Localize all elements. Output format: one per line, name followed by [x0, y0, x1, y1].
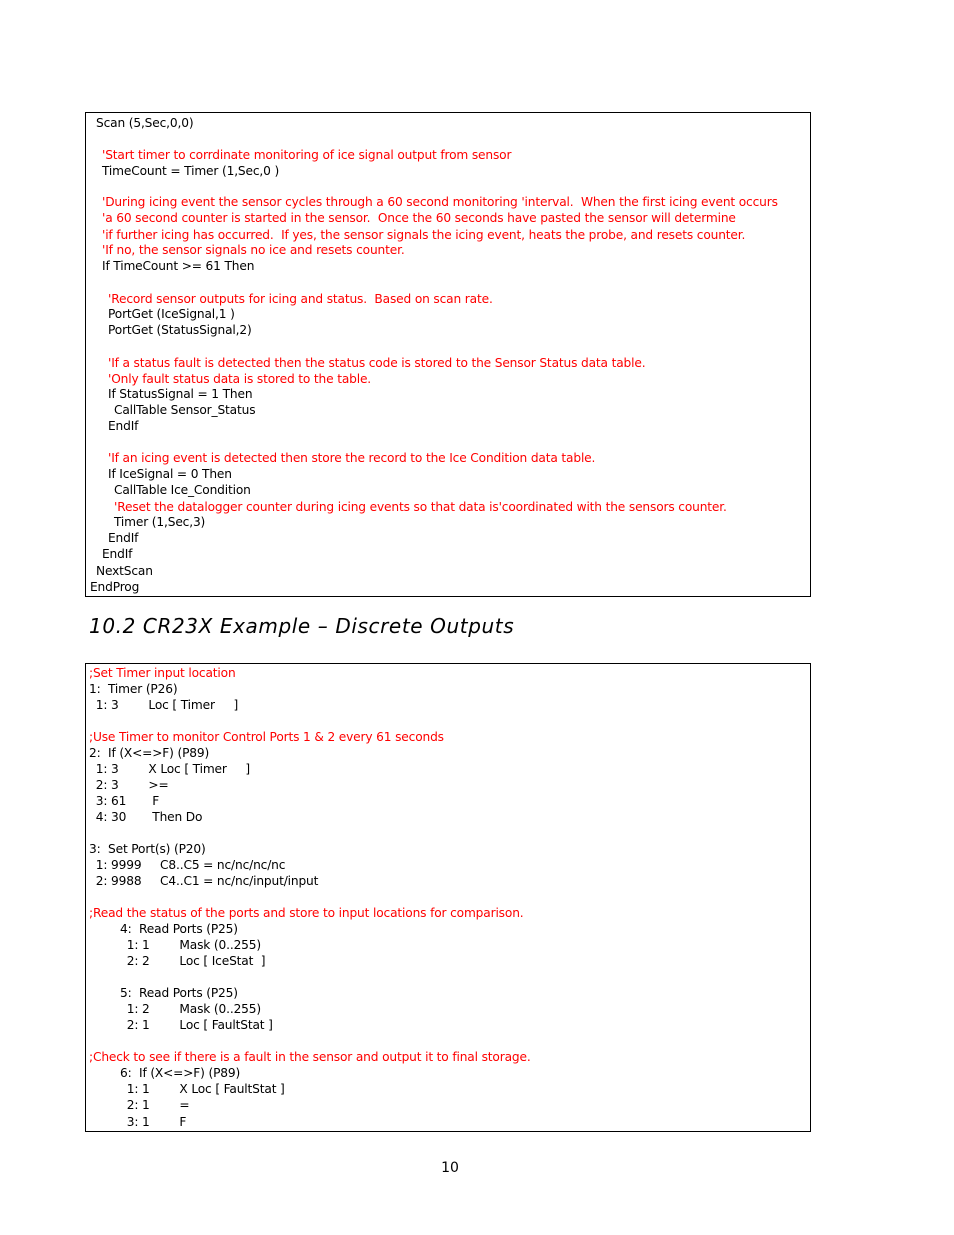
code-line: NextScan [96, 564, 153, 578]
comment-line: 'a 60 second counter is started in the sensor. Once the 60 seconds have pasted the sensor will determine [102, 211, 736, 225]
code-line: 6: If (X<=>F) (P89) [120, 1066, 241, 1080]
comment-line: 'If no, the sensor signals no ice and resets counter. [102, 243, 405, 257]
code-line: EndIf [102, 547, 133, 561]
code-line: EndIf [108, 531, 139, 545]
comment-line: ;Use Timer to monitor Control Ports 1 & 2 every 61 seconds [89, 730, 444, 744]
code-line: PortGet (IceSignal,1 ) [108, 307, 235, 321]
code-line: 2: 2 Loc [ IceStat ] [123, 954, 266, 968]
code-line: 1: 3 Loc [ Timer ] [92, 698, 239, 712]
code-line: 2: If (X<=>F) (P89) [89, 746, 210, 760]
code-line: If TimeCount >= 61 Then [102, 259, 255, 273]
code-line: 4: Read Ports (P25) [120, 922, 238, 936]
comment-line: 'During icing event the sensor cycles through a 60 second monitoring 'interval. When the first icing event occurs [102, 195, 778, 209]
code-line: 1: 9999 C8..C5 = nc/nc/nc/nc [92, 858, 286, 872]
code-line: Scan (5,Sec,0,0) [96, 116, 194, 130]
code-line: 1: Timer (P26) [89, 682, 178, 696]
code-line: If StatusSignal = 1 Then [108, 387, 253, 401]
code-line: 3: 1 F [123, 1115, 187, 1129]
code-block-crbasic [85, 112, 811, 597]
comment-line: 'Record sensor outputs for icing and status. Based on scan rate. [108, 292, 493, 306]
code-line: 3: Set Port(s) (P20) [89, 842, 206, 856]
code-line: 1: 1 Mask (0..255) [123, 938, 261, 952]
comment-line: ;Read the status of the ports and store to input locations for comparison. [89, 906, 524, 920]
code-line: 5: Read Ports (P25) [120, 986, 238, 1000]
code-line: TimeCount = Timer (1,Sec,0 ) [102, 164, 280, 178]
comment-line: 'If an icing event is detected then store the record to the Ice Condition data table. [108, 451, 596, 465]
code-line: EndProg [90, 580, 140, 594]
code-line: 2: 3 >= [92, 778, 169, 792]
comment-line: 'Reset the datalogger counter during icing events so that data is'coordinated with the sensors counter. [114, 500, 727, 514]
comment-line: ;Set Timer input location [89, 666, 236, 680]
code-line: 2: 1 = [123, 1098, 190, 1112]
comment-line: 'Start timer to corrdinate monitoring of ice signal output from sensor [102, 148, 512, 162]
code-block-edlog [85, 663, 811, 1132]
code-line: 1: 3 X Loc [ Timer ] [92, 762, 250, 776]
code-line: Timer (1,Sec,3) [114, 515, 206, 529]
code-line: 1: 1 X Loc [ FaultStat ] [123, 1082, 285, 1096]
section-heading: 10.2 CR23X Example – Discrete Outputs [89, 614, 515, 638]
code-line: 3: 61 F [92, 794, 160, 808]
code-line: EndIf [108, 419, 139, 433]
code-line: CallTable Sensor_Status [114, 403, 256, 417]
code-line: 2: 9988 C4..C1 = nc/nc/input/input [92, 874, 319, 888]
page-number: 10 [441, 1160, 459, 1176]
code-line: 4: 30 Then Do [92, 810, 203, 824]
comment-line: 'If a status fault is detected then the status code is stored to the Sensor Status data table. [108, 356, 646, 370]
comment-line: ;Check to see if there is a fault in the sensor and output it to final storage. [89, 1050, 531, 1064]
code-line: 1: 2 Mask (0..255) [123, 1002, 261, 1016]
code-line: If IceSignal = 0 Then [108, 467, 232, 481]
comment-line: 'if further icing has occurred. If yes, the sensor signals the icing event, heats the probe, and resets counter. [102, 228, 746, 242]
code-line: 2: 1 Loc [ FaultStat ] [123, 1018, 273, 1032]
comment-line: 'Only fault status data is stored to the table. [108, 372, 372, 386]
code-line: CallTable Ice_Condition [114, 483, 251, 497]
code-line: PortGet (StatusSignal,2) [108, 323, 252, 337]
